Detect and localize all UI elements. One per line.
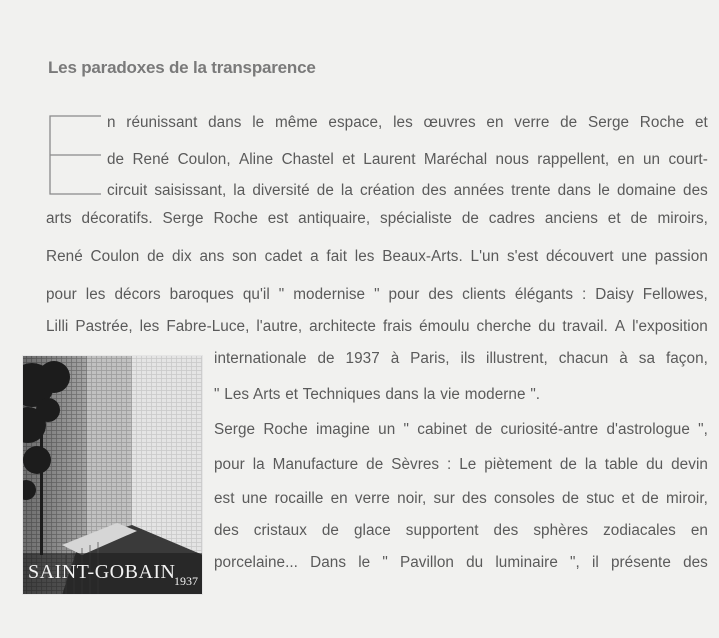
- article-title: Les paradoxes de la transparence: [48, 58, 316, 77]
- text-line: internationale de 1937 à Paris, ils illustrent, chacun à sa façon,: [214, 350, 708, 367]
- text-line: René Coulon de dix ans son cadet a fait les Beaux-Arts. L'un s'est découvert une passion: [46, 248, 708, 265]
- text-line: " Les Arts et Techniques dans la vie moderne ".: [214, 386, 541, 403]
- photo-year: 1937: [174, 574, 198, 588]
- text-line: est une rocaille en verre noir, sur des consoles de stuc et de miroir,: [214, 490, 708, 507]
- text-line: arts décoratifs. Serge Roche est antiquaire, spécialiste de cadres anciens et de miroirs,: [46, 210, 708, 227]
- text-line: n réunissant dans le même espace, les œuvres en verre de Serge Roche et: [107, 114, 708, 131]
- text-line: des cristaux de glace supportent des sphères zodiacales en: [214, 522, 708, 539]
- text-line: Serge Roche imagine un " cabinet de curiosité-antre d'astrologue ",: [214, 421, 708, 438]
- text-line: de René Coulon, Aline Chastel et Laurent Maréchal nous rappellent, en un court-: [107, 151, 708, 168]
- saint-gobain-pavilion-photo: [22, 355, 203, 595]
- saint-gobain-logo: SAINT-GOBAIN: [28, 561, 176, 583]
- text-line: Lilli Pastrée, les Fabre-Luce, l'autre, architecte frais émoulu cherche du travail. A l'exposition: [46, 318, 708, 335]
- text-line: circuit saisissant, la diversité de la création des années trente dans le domaine des: [107, 182, 708, 199]
- drop-cap-letter: [49, 115, 103, 195]
- text-line: porcelaine... Dans le " Pavillon du luminaire ", il présente des: [214, 554, 708, 571]
- text-line: pour la Manufacture de Sèvres : Le piètement de la table du devin: [214, 456, 708, 473]
- text-line: pour les décors baroques qu'il " modernise " pour des clients élégants : Daisy Fellowes,: [46, 286, 708, 303]
